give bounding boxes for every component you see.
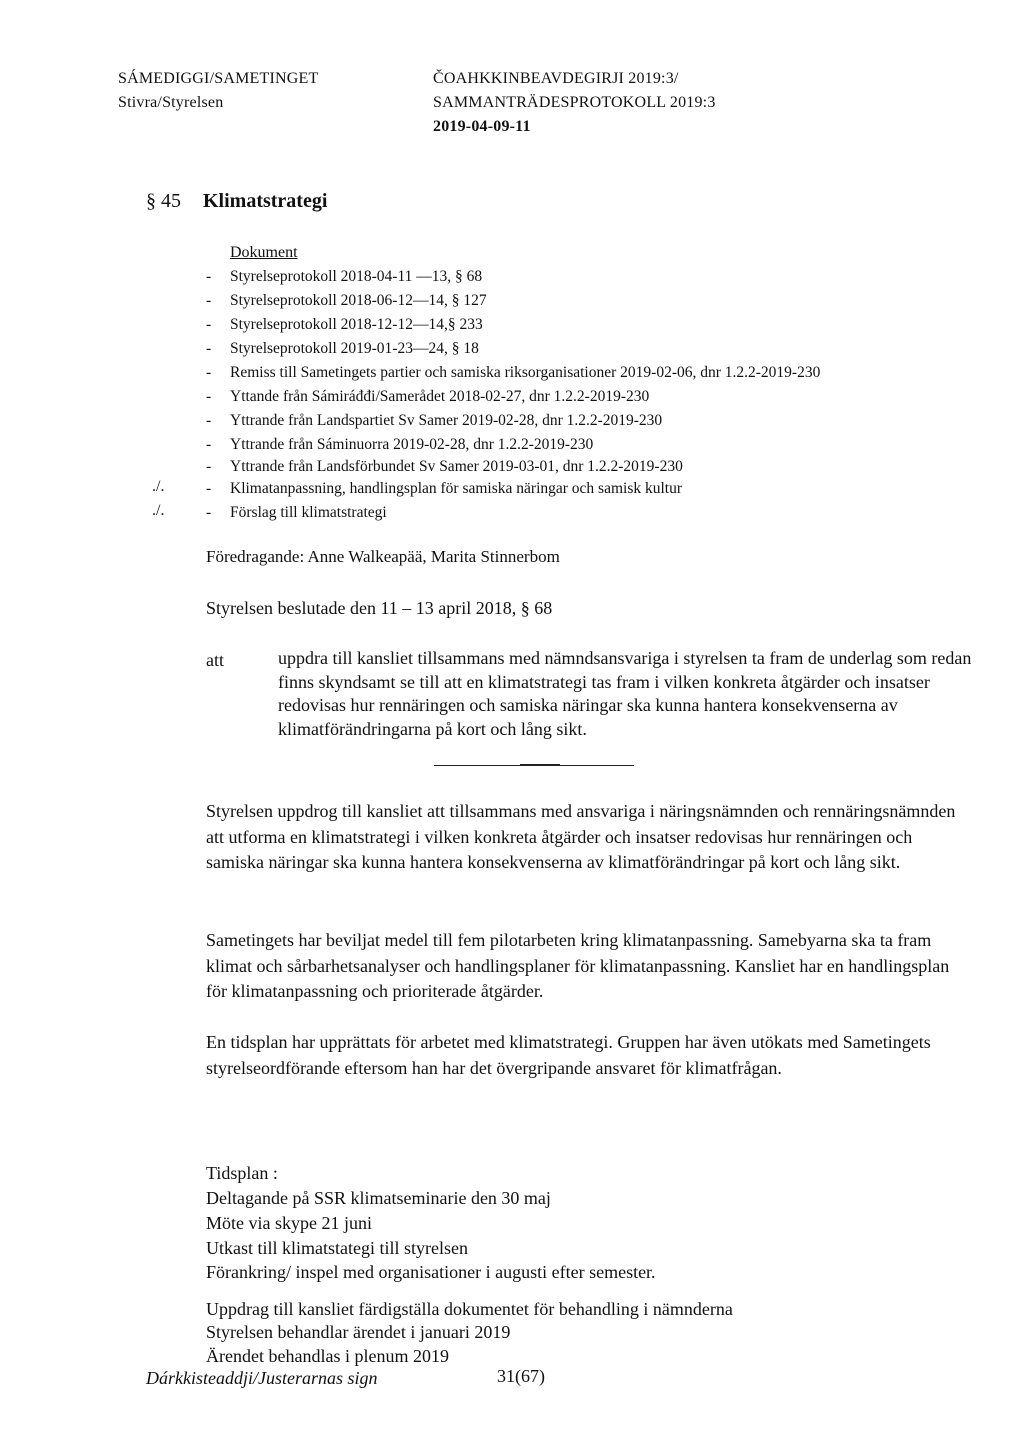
org-name: SÁMEDIGGI/SAMETINGET [118,70,319,87]
protocol-title-swedish: SAMMANTRÄDESPROTOKOLL 2019:3 [433,94,716,111]
schedule-item: Utkast till klimatstategi till styrelsen [206,1238,468,1258]
list-item: - Yttande från Sámiráđđi/Samerådet 2018-02-27, dnr 1.2.2-2019-230 [206,388,650,405]
list-item: - Styrelseprotokoll 2018-06-12—14, § 127 [206,292,487,309]
page-number: 31(67) [497,1366,545,1386]
list-item: - Styrelseprotokoll 2019-01-23—24, § 18 [206,340,479,357]
list-item: - Styrelseprotokoll 2018-12-12—14,§ 233 [206,316,483,333]
list-item: - Yttrande från Sáminuorra 2019-02-28, dnr 1.2.2-2019-230 [206,436,594,453]
schedule-item: Uppdrag till kansliet färdigställa dokumentet för behandling i nämnderna [206,1299,733,1319]
decision-text: uppdra till kansliet tillsammans med nämndsansvariga i styrelsen ta fram de underlag som redan finns skyndsamt se till att en klimatstrategi tas fram i vilken konkreta åtgärder och insatser redovisas hur rennäringen och samiska näringar ska kunna hantera konsekvenserna av klimatförändringarna på kort och lång sikt. [278,648,972,739]
section-number: § 45 [146,190,181,212]
paragraph: Sametingets har beviljat medel till fem pilotarbeten kring klimatanpassning. Samebyarna ska ta fram klimat och sårbarhetsanalyser och handlingsplaner för klimatanpassning. Kansliet har en handlingsplan för klimatanpassning och prioriterade åtgärder. [206,930,950,1001]
list-item: - Klimatanpassning, handlingsplan för samiska näringar och samisk kultur [206,480,682,497]
section-heading [146,190,327,213]
list-item: - Remiss till Sametingets partier och samiska riksorganisationer 2019-02-06, dnr 1.2.2-2019-230 [206,364,821,381]
list-item: - Yttrande från Landspartiet Sv Samer 2019-02-28, dnr 1.2.2-2019-230 [206,412,663,429]
section-title: Klimatstrategi [203,190,328,212]
list-item: - Förslag till klimatstrategi [206,504,387,521]
decision-intro: Styrelsen beslutade den 11 – 13 april 2018, § 68 [206,598,553,618]
list-item: - Styrelseprotokoll 2018-04-11 —13, § 68 [206,268,483,285]
schedule-heading: Tidsplan : [206,1163,278,1183]
schedule-item: Möte via skype 21 juni [206,1213,372,1233]
documents-heading: Dokument [230,244,298,261]
meeting-date: 2019-04-09-11 [433,118,531,135]
board-name: Stivra/Styrelsen [118,94,224,111]
paragraph: Styrelsen uppdrog till kansliet att tillsammans med ansvariga i näringsnämnden och rennäringsnämnden att utforma en klimatstrategi i vilken konkreta åtgärder och insatser redovisas hur rennäringen och samiska näringar ska kunna hantera konsekvenserna av klimatförändringar på kort och lång sikt. [206,801,956,872]
attachment-marker: ./. [152,502,165,519]
separator-line-accent [520,764,560,766]
list-item: - Yttrande från Landsförbundet Sv Samer 2019-03-01, dnr 1.2.2-2019-230 [206,458,683,475]
schedule-item: Styrelsen behandlar ärendet i januari 2019 [206,1322,511,1342]
schedule-item: Ärendet behandlas i plenum 2019 [206,1346,449,1366]
decision-label: att [206,650,224,670]
presenters: Föredragande: Anne Walkeapää, Marita Stinnerbom [206,547,560,566]
schedule-item: Förankring/ inspel med organisationer i augusti efter semester. [206,1262,656,1282]
paragraph: En tidsplan har upprättats för arbetet med klimatstrategi. Gruppen har även utökats med Sametingets styrelseordförande eftersom han har det övergripande ansvaret för klimatfrågan. [206,1032,931,1078]
protocol-title-sami: ČOAHKKINBEAVDEGIRJI 2019:3/ [433,70,679,87]
attachment-marker: ./. [152,478,165,495]
signature-label: Dárkkisteaddji/Justerarnas sign [146,1368,378,1388]
schedule-item: Deltagande på SSR klimatseminarie den 30 maj [206,1188,551,1208]
